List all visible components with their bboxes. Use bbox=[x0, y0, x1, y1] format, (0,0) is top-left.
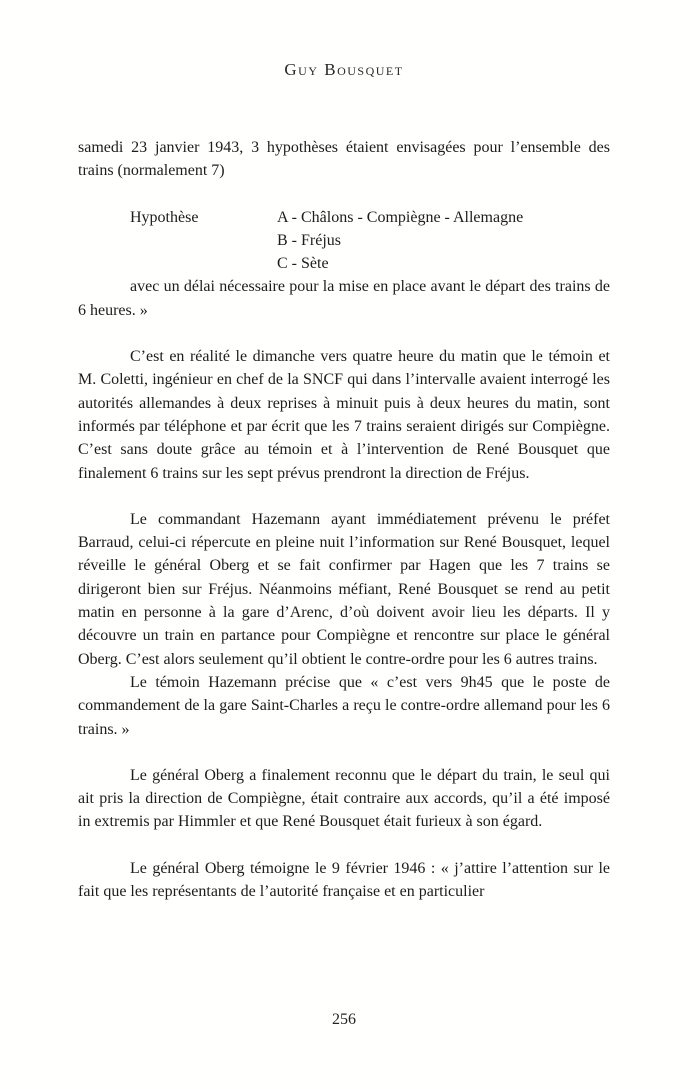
hypothesis-option-b: B - Fréjus bbox=[277, 231, 341, 249]
hypothesis-option-a: A - Châlons - Compiègne - Allemagne bbox=[277, 208, 524, 226]
page-body bbox=[78, 136, 610, 903]
page-number: 256 bbox=[332, 1011, 356, 1028]
paragraph-intro: samedi 23 janvier 1943, 3 hypothèses étaient envisagées pour l’ensemble des trains (normalement 7) bbox=[78, 139, 610, 180]
paragraph-hazemann: Le commandant Hazemann ayant immédiatement prévenu le préfet Barraud, celui-ci répercute en pleine nuit l’information sur René Bousquet, lequel réveille le général Oberg et se fait confirmer par Hagen que les 7 trains se dirigeront bien sur Fréjus. Néanmoins méfiant, René Bousquet se rend au petit matin en personne à la gare d’Arenc, d’où doivent avoir lieu les départs. Il y découvre un train en partance pour Compiègne et rencontre sur place le général Oberg. C’est alors seulement qu’il obtient le contre-ordre pour les 6 autres trains. bbox=[78, 510, 610, 668]
hypothesis-label: Hypothèse bbox=[130, 208, 199, 226]
paragraph-witness-quote: Le témoin Hazemann précise que « c’est vers 9h45 que le poste de commandement de la gare Saint-Charles a reçu le contre-ordre allemand pour les 6 trains. » bbox=[78, 673, 610, 738]
paragraph-delay-note: avec un délai nécessaire pour la mise en place avant le départ des trains de 6 heures. » bbox=[78, 278, 610, 319]
hypothesis-option-c: C - Sète bbox=[277, 255, 329, 273]
running-header-author: Guy Bousquet bbox=[284, 60, 404, 79]
hypothesis-label-spacer bbox=[130, 252, 277, 275]
paragraph-oberg-testimony: Le général Oberg témoigne le 9 février 1946 : « j’attire l’attention sur le fait que les représentants de l’autorité française et en particulier bbox=[78, 859, 610, 901]
paragraph-reality: C’est en réalité le dimanche vers quatre heure du matin que le témoin et M. Coletti, ingénieur en chef de la SNCF qui dans l’intervalle avaient interrogé les autorités allemandes à deux reprises à minuit puis à deux heures du matin, sont informés par téléphone et par écrit que les 7 trains seraient dirigés sur Compiègne. C’est sans doute grâce au témoin et à l’intervention de René Bousquet que finalement 6 trains sur les sept prévus prendront la direction de Fréjus. bbox=[78, 348, 610, 482]
hypothesis-label-spacer bbox=[130, 229, 277, 252]
hypothesis-block bbox=[78, 206, 610, 276]
hypothesis-row-b bbox=[78, 229, 610, 252]
hypothesis-row-a bbox=[78, 206, 610, 229]
hypothesis-row-c bbox=[78, 252, 610, 275]
paragraph-oberg-admission: Le général Oberg a finalement reconnu que le départ du train, le seul qui ait pris la direction de Compiègne, était contraire aux accords, qu’il a été imposé in extremis par Himmler et que René Bousquet était furieux à son égard. bbox=[78, 766, 610, 831]
